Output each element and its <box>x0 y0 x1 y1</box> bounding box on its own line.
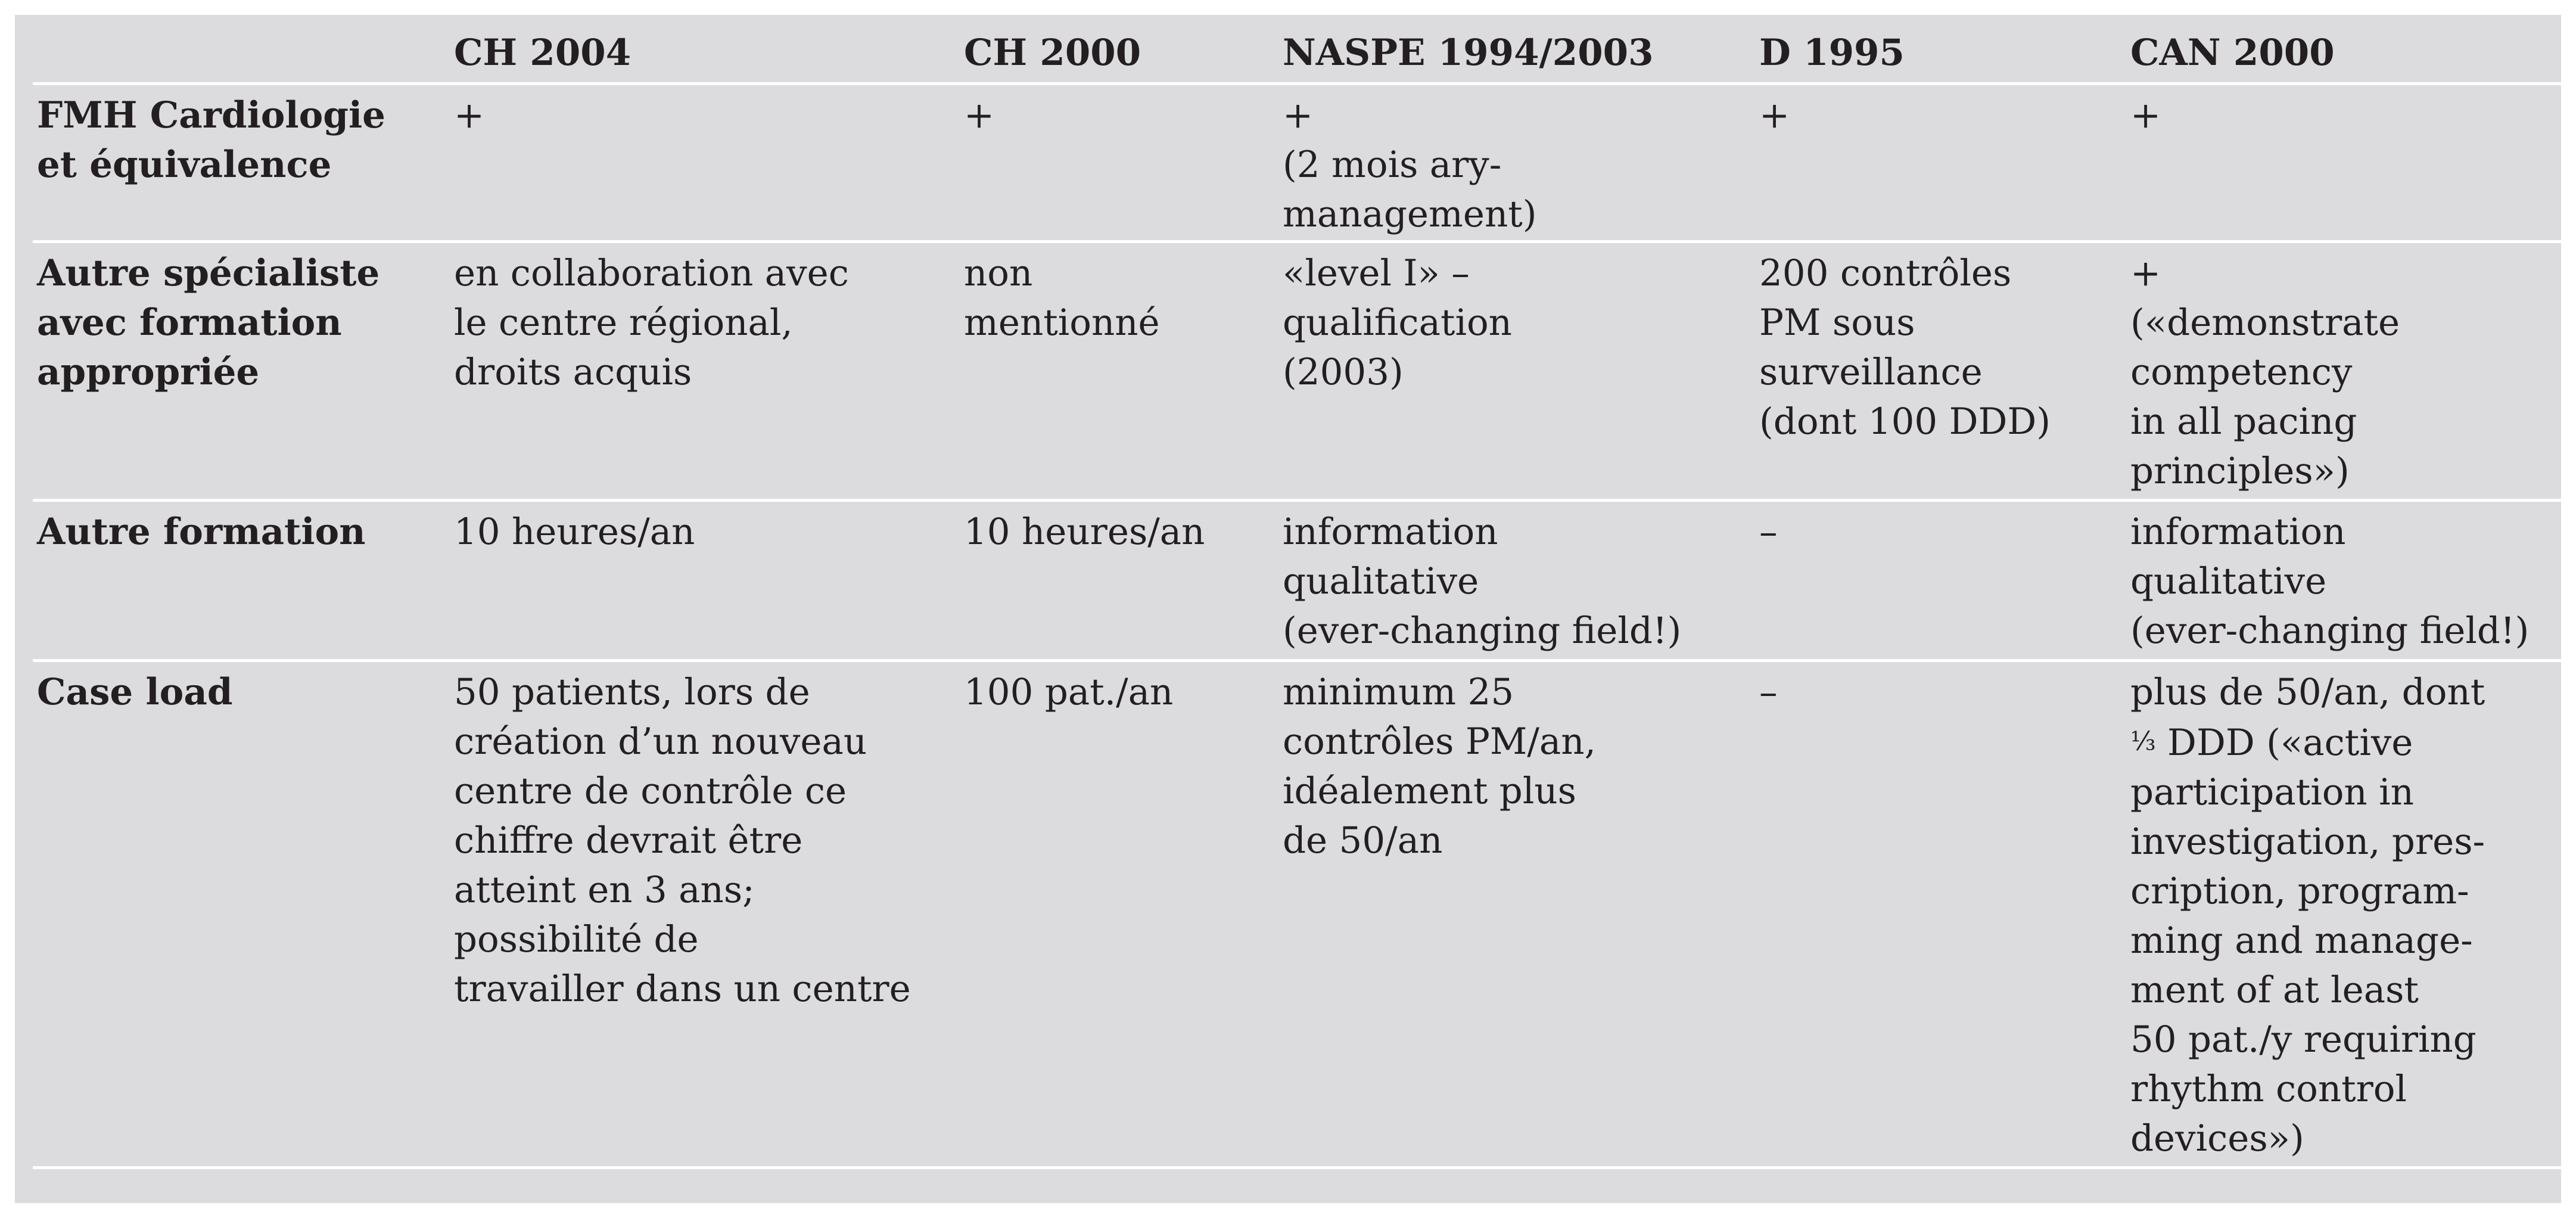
table-cell: 10 heures/an <box>964 511 1205 553</box>
table-cell: minimum 25 contrôles PM/an, idéalement plus de 50/an <box>1283 671 1596 862</box>
column-header-d-1995: D 1995 <box>1759 32 1905 74</box>
column-header-can-2000: CAN 2000 <box>2130 32 2335 74</box>
row-header-autre-specialiste: Autre spécialiste avec formation appropriée <box>37 252 380 393</box>
column-header-ch-2000: CH 2000 <box>964 32 1141 74</box>
row-header-case-load: Case load <box>37 671 233 713</box>
table-cell: en collaboration avec le centre régional, droits acquis <box>454 252 849 393</box>
row-divider <box>33 82 2561 85</box>
table-cell: + <box>964 94 995 136</box>
table-cell: 10 heures/an <box>454 511 695 553</box>
row-divider <box>33 659 2561 662</box>
table-cell: non mentionné <box>964 252 1160 344</box>
column-header-naspe: NASPE 1994/2003 <box>1283 32 1654 74</box>
row-header-autre-formation: Autre formation <box>37 511 366 553</box>
row-header-fmh: FMH Cardiologie et équivalence <box>37 94 385 186</box>
one-third-fraction: ⅓ <box>2130 726 2156 757</box>
table-cell: information qualitative (ever-changing field!) <box>2130 511 2530 652</box>
table-cell: + <box>2130 94 2161 136</box>
table-cell: + («demonstrate competency in all pacing principles») <box>2130 252 2400 492</box>
table-cell: + <box>1759 94 1790 136</box>
table-cell: – <box>1759 671 1778 713</box>
row-divider <box>33 1166 2561 1169</box>
table-cell: 50 patients, lors de création d’un nouveau centre de contrôle ce chiffre devrait être atteint en 3 ans; possibilité de travailler dans un centre <box>454 671 911 1010</box>
row-divider <box>33 240 2561 243</box>
row-divider <box>33 499 2561 502</box>
table-cell: information qualitative (ever-changing field!) <box>1283 511 1682 652</box>
table-panel <box>15 15 2561 1203</box>
table-cell: 200 contrôles PM sous surveillance (dont 100 DDD) <box>1759 252 2051 443</box>
table-cell: 100 pat./an <box>964 671 1174 713</box>
table-cell-can-case-load <box>2130 667 2485 1163</box>
column-header-ch-2004: CH 2004 <box>454 32 631 74</box>
table-cell: + (2 mois ary- management) <box>1283 94 1537 235</box>
table-cell: – <box>1759 511 1778 553</box>
comparison-table <box>15 15 2561 1203</box>
cell-line: plus de 50/an, dont <box>2130 671 2485 713</box>
cell-text: DDD («active participation in investigation, pres- cription, program- ming and manage- ment of at least 50 pat./y requiring rhythm control devices») <box>2130 722 2485 1160</box>
table-cell: «level I» – qualification (2003) <box>1283 252 1512 393</box>
table-cell: + <box>454 94 485 136</box>
